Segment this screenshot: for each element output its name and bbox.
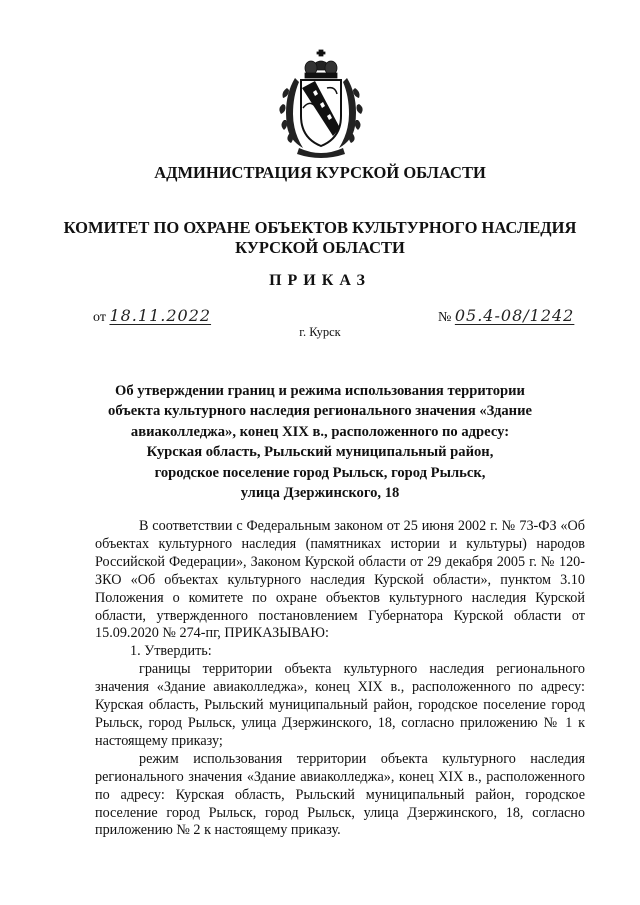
title-line: улица Дзержинского, 18 xyxy=(240,485,400,502)
title-line: Курская область, Рыльский муниципальный район, xyxy=(146,444,494,461)
coat-of-arms-emblem xyxy=(275,48,367,160)
clause-1-heading: 1. Утвердить: xyxy=(130,643,212,660)
order-body xyxy=(95,518,585,840)
administration-heading: АДМИНИСТРАЦИЯ КУРСКОЙ ОБЛАСТИ xyxy=(154,163,486,182)
number-handwritten: 05.4-08/1242 xyxy=(454,306,575,325)
clause-1-regime: режим использования территории объекта культурного наследия регионального значения «Здание авиаколледжа», конец XIX в., расположенного по адресу: Курская область, Рыльский муниципальный район, городское поселение город Рыльск, город Рыльск, улица Дзержинского, 18, согласно приложению № 2 к настоящему приказу. xyxy=(95,750,585,839)
clause-1-boundaries: границы территории объекта культурного наследия регионального значения «Здание авиаколледжа», конец XIX в., расположенного по адресу: Курская область, Рыльский муниципальный район, городское поселение город Рыльск, город Рыльск, улица Дзержинского, 18, согласно приложению № 1 к настоящему приказу; xyxy=(95,661,585,749)
number-prefix: № xyxy=(438,310,452,325)
committee-heading-line2: КУРСКОЙ ОБЛАСТИ xyxy=(235,238,405,257)
preamble-paragraph: В соответствии с Федеральным законом от 25 июня 2002 г. № 73-ФЗ «Об объектах культурного наследия (памятниках истории и культуры) народов Российской Федерации», Законом Курской области от 29 декабря 2005 г. № 120-ЗКО «Об объектах культурного наследия Курской области», пунктом 3.10 Положения о комитете по охране объектов культурного наследия Курской области, утвержденного постановлением Губернатора Курской области от 15.09.2020 № 274-пг, ПРИКАЗЫВАЮ: xyxy=(95,518,585,642)
committee-heading-line1: КОМИТЕТ ПО ОХРАНЕ ОБЪЕКТОВ КУЛЬТУРНОГО НАСЛЕДИЯ xyxy=(63,218,577,237)
date-handwritten: 18.11.2022 xyxy=(109,306,212,325)
date-prefix: от xyxy=(93,310,106,325)
title-line: Об утверждении границ и режима использования территории xyxy=(115,383,525,399)
committee-heading xyxy=(0,218,640,258)
document-type-heading: ПРИКАЗ xyxy=(269,272,371,289)
title-line: объекта культурного наследия регионального значения «Здание xyxy=(108,403,532,420)
city-label: г. Курск xyxy=(299,325,341,339)
order-number xyxy=(438,306,574,326)
order-date xyxy=(93,306,211,326)
title-line: авиаколледжа», конец XIX в., расположенного по адресу: xyxy=(130,423,510,440)
title-line: городское поселение город Рыльск, город Рыльск, xyxy=(154,464,486,481)
order-title xyxy=(60,381,580,503)
